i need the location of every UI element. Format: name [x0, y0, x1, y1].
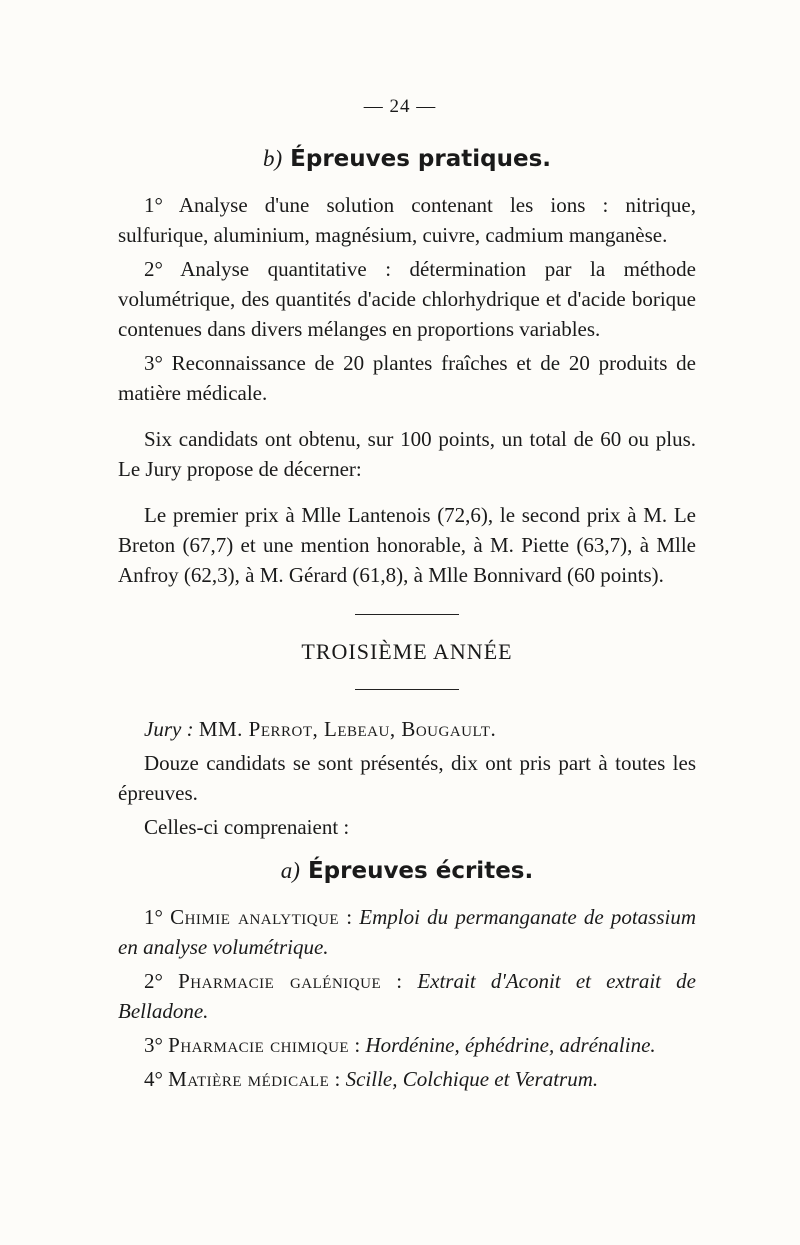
written-item-subject: Matière médicale	[168, 1067, 330, 1091]
page-body	[118, 140, 696, 1098]
written-heading-letter: a)	[280, 858, 300, 883]
written-item-3: 3° Pharmacie chimique : Hordénine, éphédrine, adrénaline.	[144, 1033, 656, 1057]
written-heading-title: Épreuves écrites.	[307, 858, 534, 884]
jury-members: MM. Perrot, Lebeau, Bougault.	[198, 717, 497, 741]
written-item-topic: Emploi du permanganate de potassium en analyse volumétrique.	[118, 905, 696, 959]
written-item-num: 1°	[144, 905, 163, 929]
page-number: — 24 —	[363, 96, 437, 117]
practical-item-2: 2° Analyse quantitative : détermination par la méthode volumétrique, des quantités d'acide chlorhydrique et d'acide borique contenues dans divers mélanges en proportions variables.	[118, 257, 696, 341]
written-item-subject: Pharmacie chimique	[168, 1033, 350, 1057]
written-item-num: 4°	[144, 1067, 163, 1091]
practical-heading-title: Épreuves pratiques.	[290, 146, 552, 172]
written-item-subject: Pharmacie galénique	[178, 969, 382, 993]
written-heading	[118, 858, 696, 884]
written-item-1: 1° Chimie analytique : Emploi du permanganate de potassium en analyse volumétrique.	[118, 905, 696, 959]
results-summary: Six candidats ont obtenu, sur 100 points, un total de 60 ou plus. Le Jury propose de décerner:	[118, 427, 696, 481]
divider-rule-top	[355, 614, 459, 615]
written-item-topic: Extrait d'Aconit et extrait de Belladone.	[118, 969, 696, 1023]
candidates-line: Douze candidats se sont présentés, dix ont pris part à toutes les épreuves.	[118, 751, 696, 805]
written-item-num: 3°	[144, 1033, 163, 1057]
written-item-2: 2° Pharmacie galénique : Extrait d'Aconit et extrait de Belladone.	[118, 969, 696, 1023]
results-awards: Le premier prix à Mlle Lantenois (72,6), le second prix à M. Le Breton (67,7) et une mention honorable, à M. Piette (63,7), à Mlle Anfroy (62,3), à M. Gérard (61,8), à Mlle Bonnivard (60 points).	[118, 503, 696, 587]
written-item-4: 4° Matière médicale : Scille, Colchique et Veratrum.	[144, 1067, 599, 1091]
written-item-subject: Chimie analytique	[170, 905, 340, 929]
jury-line	[118, 714, 696, 744]
practical-item-3: 3° Reconnaissance de 20 plantes fraîches et de 20 produits de matière médicale.	[118, 351, 696, 405]
jury-label: Jury :	[144, 717, 194, 741]
intro-line: Celles-ci comprenaient :	[144, 815, 350, 839]
written-item-num: 2°	[144, 969, 163, 993]
written-item-topic: Scille, Colchique et Veratrum.	[345, 1067, 599, 1091]
practical-heading-letter: b)	[262, 146, 283, 171]
third-year-title: TROISIÈME ANNÉE	[301, 639, 513, 664]
practical-heading	[118, 146, 696, 172]
practical-item-1: 1° Analyse d'une solution contenant les ions : nitrique, sulfurique, aluminium, magnésium, cuivre, cadmium manganèse.	[118, 193, 696, 247]
written-item-topic: Hordénine, éphédrine, adrénaline.	[365, 1033, 656, 1057]
divider-rule-bottom	[355, 689, 459, 690]
